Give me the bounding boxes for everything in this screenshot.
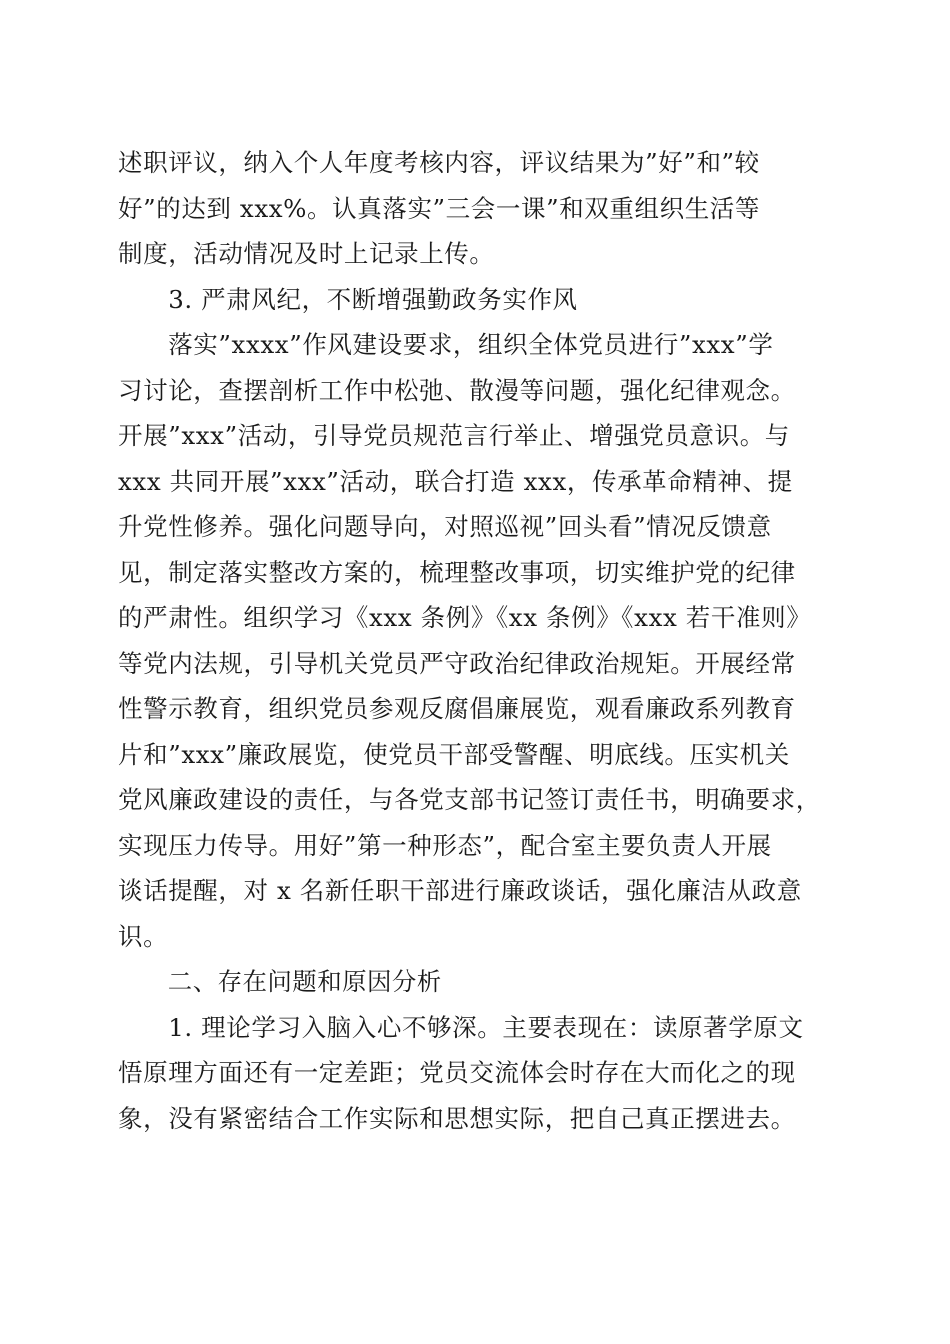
text-line: 谈话提醒，对 x 名新任职干部进行廉政谈话，强化廉洁从政意 [118, 876, 802, 905]
text-line: 见，制定落实整改方案的，梳理整改事项，切实维护党的纪律 [118, 557, 796, 587]
subsection-heading: 3. 严肃风纪，不断增强勤政务实作风 [118, 284, 578, 314]
text-line: 好”的达到 xxx%。认真落实”三会一课”和双重组织生活等 [118, 193, 760, 223]
text-line: 等党内法规，引导机关党员严守政治纪律政治规矩。开展经常 [118, 648, 796, 678]
text-line: 片和”xxx”廉政展览，使党员干部受警醒、明底线。压实机关 [118, 739, 790, 769]
text-line: 述职评议，纳入个人年度考核内容，评议结果为”好”和”较 [118, 148, 760, 177]
text-line: 习讨论，查摆剖析工作中松弛、散漫等问题，强化纪律观念。 [118, 375, 796, 405]
text-line: 实现压力传导。用好”第一种形态”，配合室主要负责人开展 [118, 830, 772, 860]
text-line: 党风廉政建设的责任，与各党支部书记签订责任书，明确要求， [118, 785, 821, 814]
text-line: 落实”xxxx”作风建设要求，组织全体党员进行”xxx”学 [118, 330, 774, 359]
text-line: 1. 理论学习入脑入心不够深。主要表现在：读原著学原文 [118, 1012, 804, 1042]
text-line: 象，没有紧密结合工作实际和思想实际，把自己真正摆进去。 [118, 1103, 796, 1133]
section-heading: 二、存在问题和原因分析 [118, 967, 442, 996]
text-line: 开展”xxx”活动，引导党员规范言行举止、增强党员意识。与 [118, 421, 790, 450]
document-body [118, 140, 834, 1141]
text-line: 性警示教育，组织党员参观反腐倡廉展览，观看廉政系列教育 [118, 694, 796, 723]
text-line: 识。 [118, 921, 169, 951]
text-line: 升党性修养。强化问题导向，对照巡视”回头看”情况反馈意 [118, 512, 772, 541]
text-line: 的严肃性。组织学习《xxx 条例》《xx 条例》《xxx 若干准则》 [118, 603, 812, 632]
text-line: 悟原理方面还有一定差距；党员交流体会时存在大而化之的现 [118, 1058, 796, 1087]
text-line: xxx 共同开展”xxx”活动，联合打造 xxx，传承革命精神、提 [118, 466, 793, 496]
text-line: 制度，活动情况及时上记录上传。 [118, 239, 495, 268]
